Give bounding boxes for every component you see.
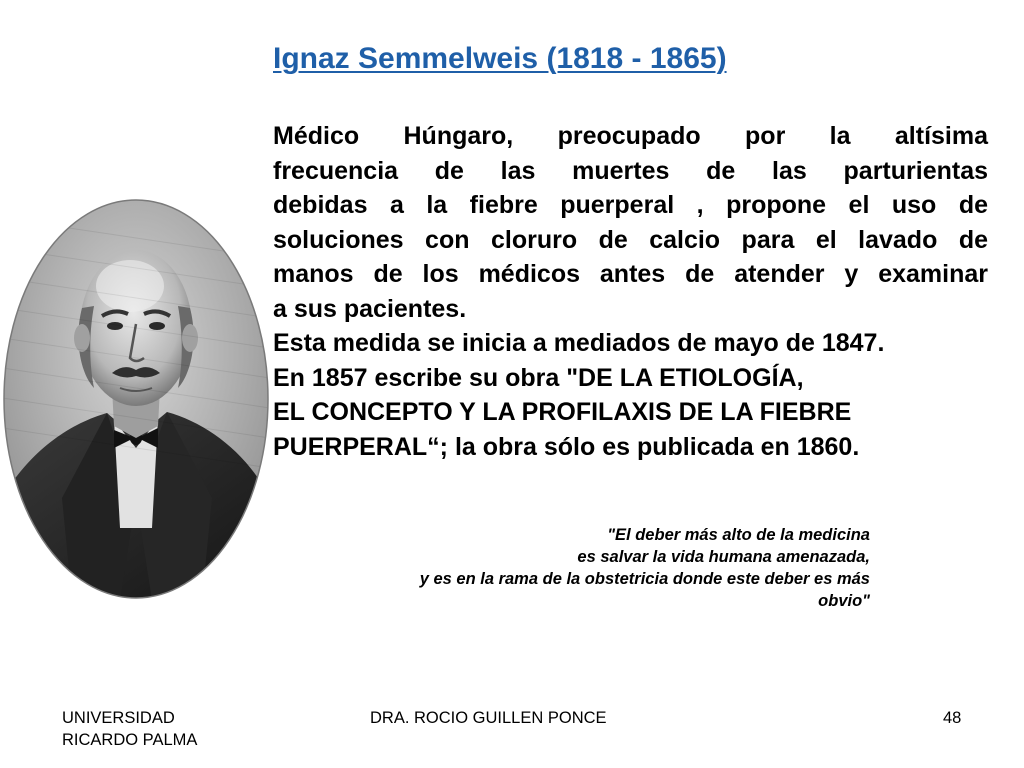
footer-author: DRA. ROCIO GUILLEN PONCE — [370, 709, 607, 727]
quote-line: es salvar la vida humana amenazada, — [577, 548, 870, 566]
slide-body — [273, 119, 988, 464]
page-number: 48 — [943, 709, 962, 727]
institution-line: UNIVERSIDAD — [62, 709, 175, 727]
description-paragraph — [273, 119, 988, 326]
quote-line: obvio" — [818, 592, 870, 610]
paragraph-line: soluciones con cloruro de calcio para el lavado de — [273, 225, 988, 254]
institution-line: RICARDO PALMA — [62, 731, 198, 749]
paragraph-line: debidas a la fiebre puerperal , propone el uso de — [273, 191, 988, 219]
quote-block — [300, 524, 870, 612]
paragraph-line: a sus pacientes. — [273, 294, 467, 323]
footer-institution — [62, 707, 197, 751]
portrait-engraving-icon — [2, 198, 270, 600]
work-line: PUERPERAL“; la obra sólo es publicada en 1860. — [273, 432, 860, 461]
portrait-image — [2, 198, 270, 600]
quote-line: "El deber más alto de la medicina — [607, 526, 870, 544]
paragraph-line: manos de los médicos antes de atender y examinar — [273, 260, 988, 288]
date-line: Esta medida se inicia a mediados de mayo de 1847. — [273, 329, 885, 357]
work-line: En 1857 escribe su obra "DE LA ETIOLOGÍA, — [273, 363, 804, 392]
paragraph-line: Médico Húngaro, preocupado por la altísima — [273, 122, 988, 150]
slide-title: Ignaz Semmelweis (1818 - 1865) — [273, 42, 727, 75]
quote-line: y es en la rama de la obstetricia donde este deber es más — [419, 570, 870, 588]
paragraph-line: frecuencia de las muertes de las parturientas — [273, 156, 988, 185]
work-line: EL CONCEPTO Y LA PROFILAXIS DE LA FIEBRE — [273, 398, 852, 426]
